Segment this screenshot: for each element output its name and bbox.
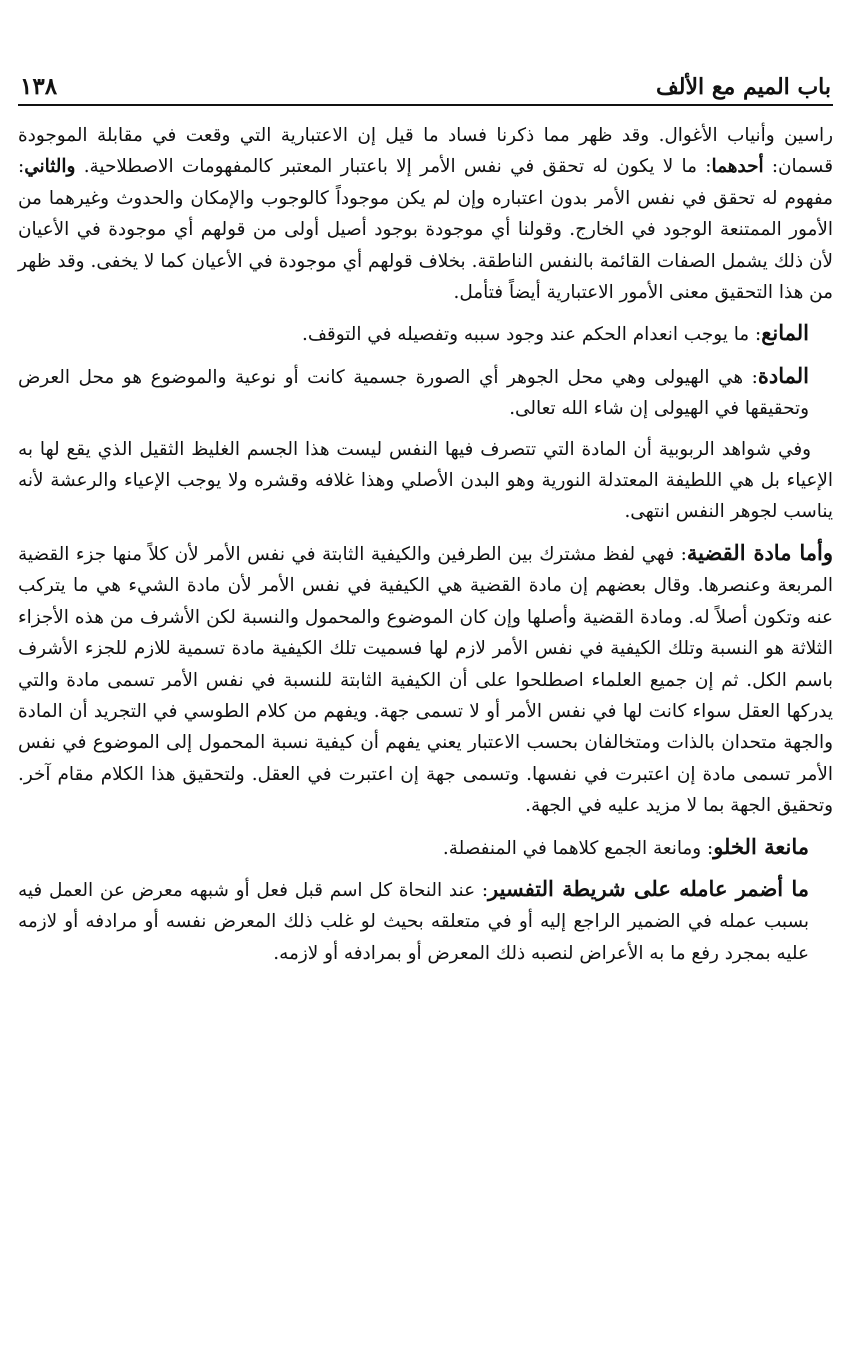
page-number: ١٣٨	[20, 73, 58, 100]
entry-term: وأما مادة القضية	[686, 539, 833, 565]
entry-madda-al-qadiyya	[18, 537, 833, 822]
entry-al-madda	[18, 360, 833, 425]
paragraph-text: : ما لا يكون له تحقق في نفس الأمر إلا باعتبار المعتبر كالمفهومات الاصطلاحية.	[75, 156, 712, 178]
entry-definition: : ومانعة الجمع كلاهما في المنفصلة.	[442, 837, 714, 859]
entry-term: المانع	[761, 320, 809, 346]
paragraph-text: راسين وأنياب الأغوال. وقد ظهر مما ذكرنا فساد ما قيل إن الاعتبارية التي وقعت في مقابلة الموجودة قسمان:	[18, 125, 833, 178]
entry-maniat-al-khuluw	[18, 831, 833, 864]
entry-term: المادة	[757, 362, 809, 388]
page-header	[18, 62, 833, 106]
paragraph-shawahid: وفي شواهد الربوبية أن المادة التي تتصرف فيها النفس ليست هذا الجسم الغليظ الثقيل الذي يقع لها به الإعياء بل هي اللطيفة المعتدلة النورية وهو البدن الأصلي وهذا غلافه وقشره ولا يوجب الإعياء والرعشة لأنه يناسب لجوهر النفس انتهى.	[18, 438, 833, 523]
paragraph-text: : مفهوم له تحقق في نفس الأمر بدون اعتباره وإن لم يكن موجوداً كالوجوب والإمكان والحدوث وغيرهما من الأمور الممتنعة الوجود في الخارج. وقولنا أي موجودة بوجود أصيل أولى من قولهم أي موجودة في الأعيان لأن ذلك يشمل الصفات القائمة بالنفس الناطقة. بخلاف قولهم أي موجودة في الأعيان كما لا يخفى. وقد ظهر من هذا التحقيق معنى الأمور الاعتبارية أيضاً فتأمل.	[18, 156, 833, 304]
entry-al-mani	[18, 317, 833, 350]
keyword-althani: والثاني	[24, 156, 76, 178]
entry-definition: : هي الهيولى وهي محل الجوهر أي الصورة جسمية كانت أو نوعية والموضوع هو محل العرض وتحقيقها في الهيولى إن شاء الله تعالى.	[18, 366, 809, 420]
entry-definition: : عند النحاة كل اسم قبل فعل أو شبهه معرض عن العمل فيه بسبب عمله في الضمير الراجع إليه أو في متعلقه بحيث لو غلب ذلك المعرض نفسه أو مرادفه أو لازمه عليه بمجرد رفع ما به الأعراض لنصبه ذلك المعرض أو بمرادفه أو لازمه.	[18, 879, 809, 964]
keyword-ahaduhuma: أحدهما	[711, 156, 764, 178]
entry-term: ما أضمر عامله على شريطة التفسير	[488, 875, 809, 901]
chapter-title: باب الميم مع الألف	[656, 74, 831, 100]
book-page	[18, 62, 833, 969]
page-body	[18, 120, 833, 969]
paragraph-itibariyya	[18, 120, 833, 308]
entry-ma-udmira	[18, 873, 833, 969]
entry-definition: : فهي لفظ مشترك بين الطرفين والكيفية الثابتة في نفس الأمر لأن كلاً منها جزء القضية المربعة وعنصرها. وقال بعضهم إن مادة القضية هي الكيفية في نفس الأمر لأن مادة الشيء هي ما يتركب عنه وتكون أصلاً له. ومادة القضية وأصلها وإن كان الموضوع والمحمول والنسبة لكن الأشرف من هذه الأجزاء الثلاثة هو النسبة وتلك الكيفية في نفس الأمر لازم لها فسميت تلك الكيفية مادة تسمية للازم للجزء الأشرف باسم الكل. ثم إن جميع العلماء اصطلحوا على أن الكيفية الثابتة للنسبة في نفس الأمر تسمى مادة والتي يدركها العقل سواء كانت لها في نفس الأمر أو لا تسمى جهة. ويفهم من كلام الطوسي في التجريد أن المادة والجهة متحدان بالذات ومتخالفان بحسب الاعتبار يعني يفهم أن كيفية نسبة المحمول إلى الموضوع في نفس الأمر تسمى مادة إن اعتبرت في نفسها. وتسمى جهة إن اعتبرت في العقل. ولتحقيق هذا الكلام مقام آخر. وتحقيق الجهة بما لا مزيد عليه في الجهة.	[18, 543, 833, 817]
entry-definition: : ما يوجب انعدام الحكم عند وجود سببه وتفصيله في التوقف.	[302, 324, 762, 346]
entry-term: مانعة الخلو	[713, 833, 809, 859]
